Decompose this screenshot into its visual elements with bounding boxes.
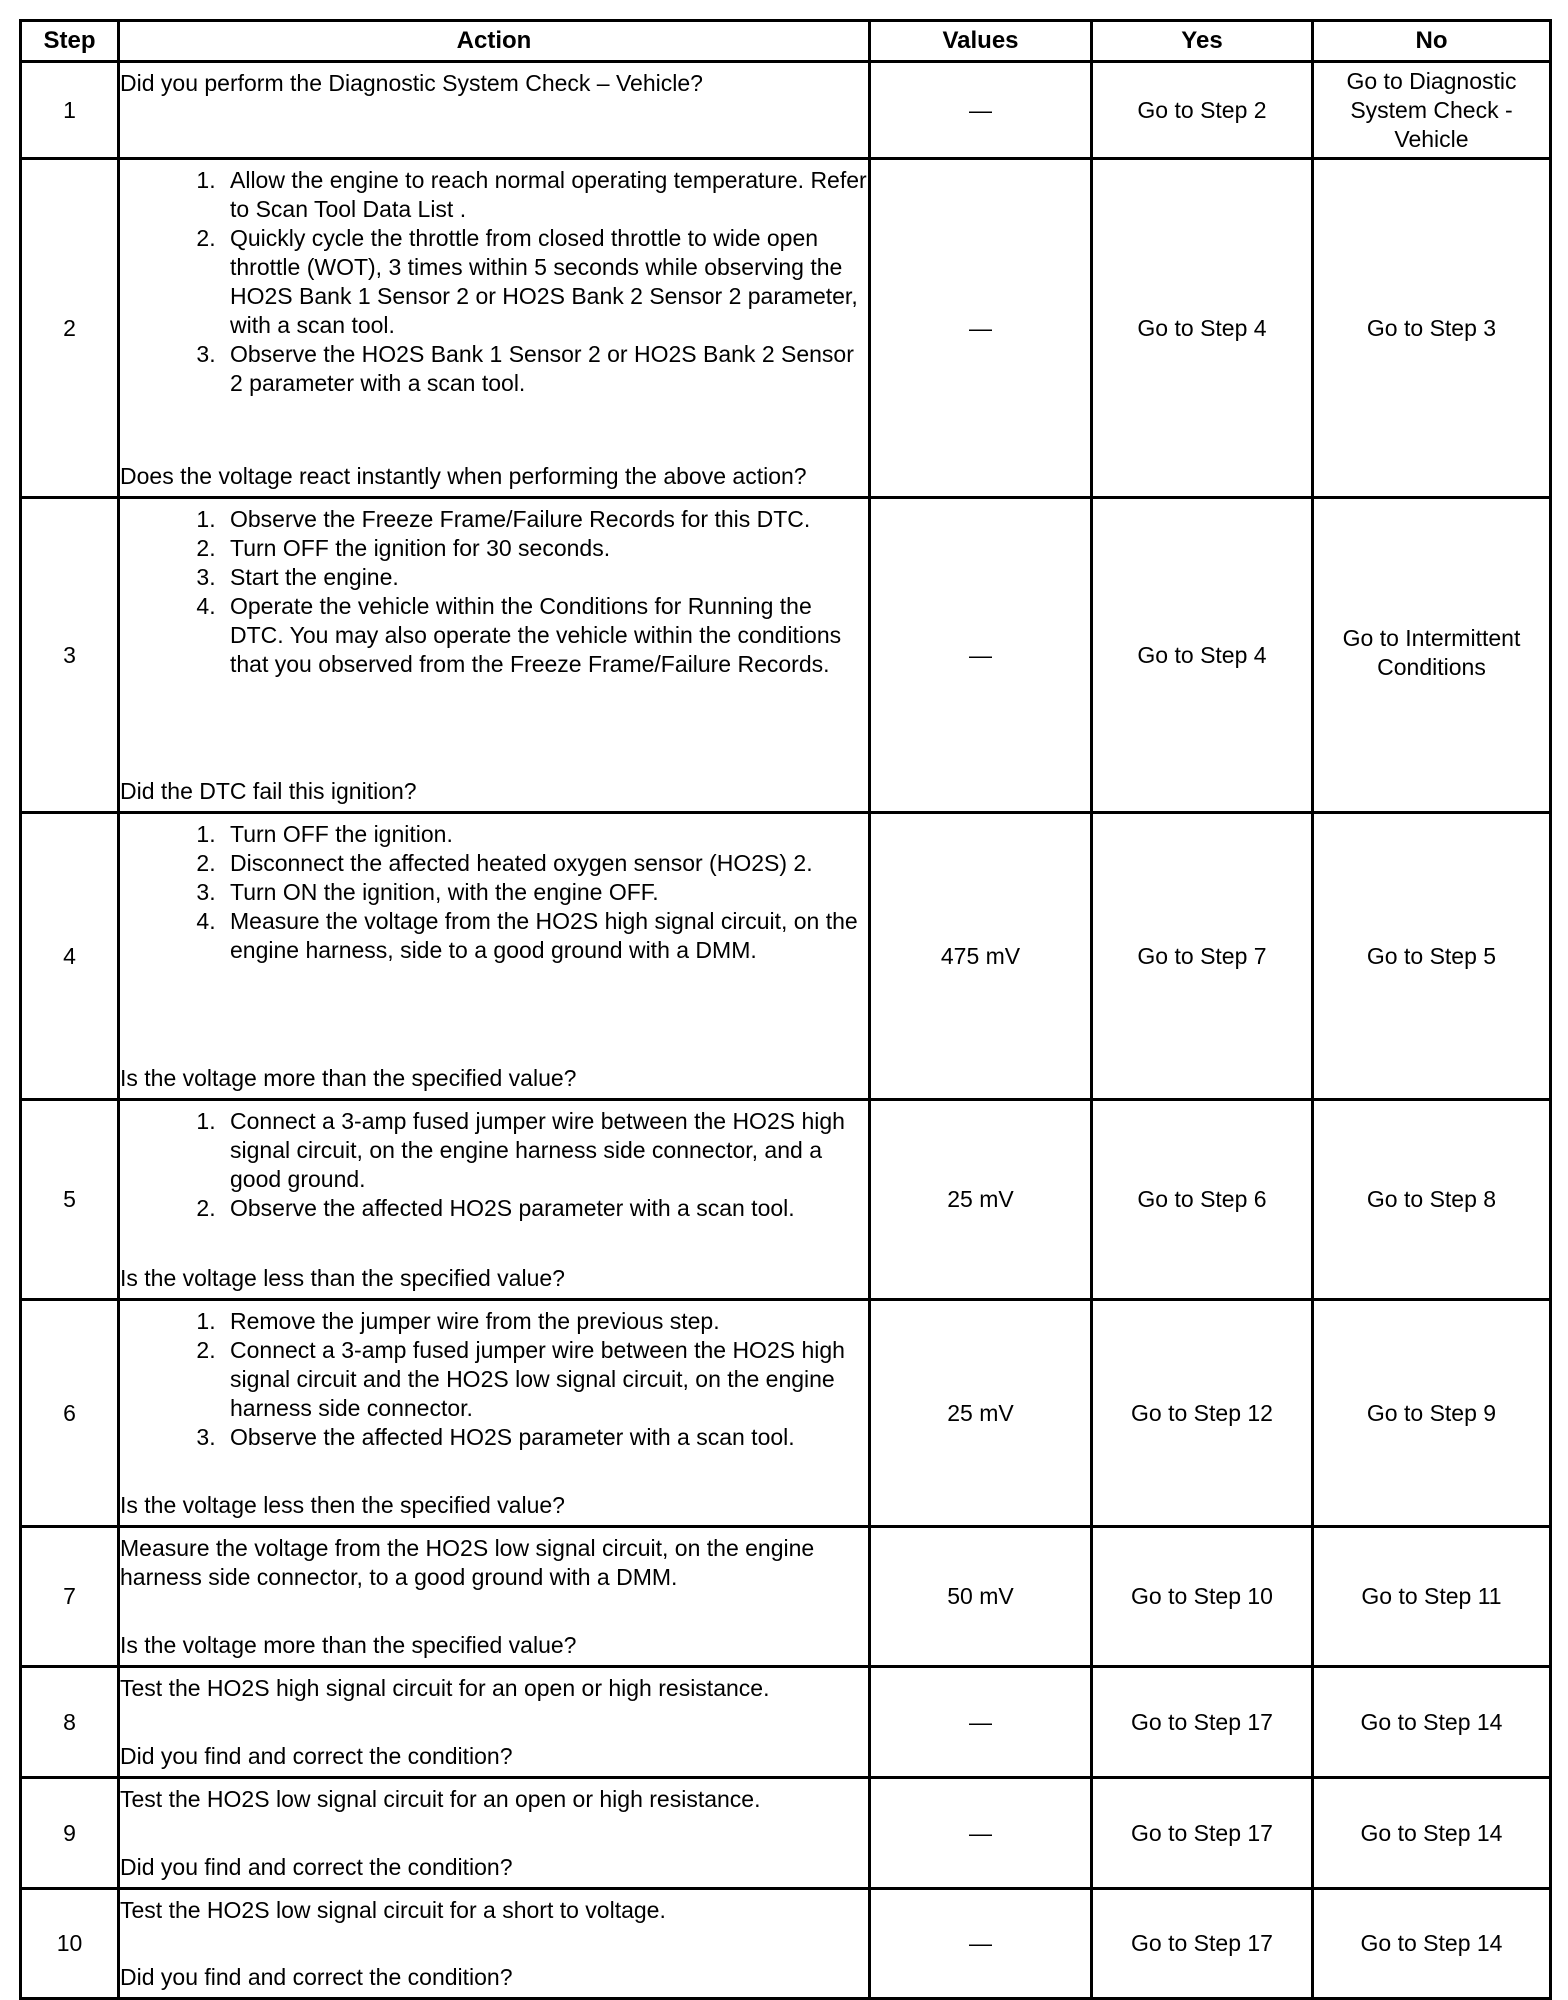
action-step-item: 3. Observe the affected HO2S parameter with a scan tool. [222,1423,868,1452]
step-number: 9 [21,1778,119,1889]
yes-link[interactable]: Go to Step 2 [1092,62,1313,159]
header-step: Step [21,21,119,62]
no-link[interactable]: Go to Step 14 [1313,1889,1551,1999]
action-text: Test the HO2S low signal circuit for a short to voltage. [120,1896,666,1923]
step-number: 2 [21,159,119,498]
action-cell [119,1527,870,1667]
action-cell [119,498,870,813]
action-cell [119,813,870,1100]
no-link[interactable]: Go to Step 11 [1313,1527,1551,1667]
table-row [21,1527,1551,1667]
table-row [21,498,1551,813]
table-row [21,1778,1551,1889]
no-link[interactable]: Go to Intermittent Conditions [1313,498,1551,813]
value-cell: — [870,1778,1092,1889]
step-number: 1 [21,62,119,159]
step-number: 5 [21,1100,119,1300]
action-question: Is the voltage more than the specified value? [120,1064,577,1091]
action-cell [119,159,870,498]
action-text: Test the HO2S high signal circuit for an open or high resistance. [120,1674,770,1701]
diagnostic-table [19,19,1552,2000]
action-text: Measure the voltage from the HO2S low signal circuit, on the engine harness side connector, to a good ground with a DMM. [120,1534,815,1590]
header-values: Values [870,21,1092,62]
value-cell: — [870,498,1092,813]
step-number: 8 [21,1667,119,1778]
action-cell [119,1667,870,1778]
yes-link[interactable]: Go to Step 10 [1092,1527,1313,1667]
page [19,19,1549,1990]
action-steps-list [120,1107,868,1223]
action-cell [119,1300,870,1527]
action-step-item: 1. Remove the jumper wire from the previous step. [222,1307,868,1336]
action-step-item: 3. Start the engine. [222,563,868,592]
action-step-item: 3. Turn ON the ignition, with the engine OFF. [222,878,868,907]
header-no: No [1313,21,1551,62]
no-link[interactable]: Go to Step 5 [1313,813,1551,1100]
action-step-item: 4. Operate the vehicle within the Conditions for Running the DTC. You may also operate the vehicle within the conditions that you observed from the Freeze Frame/Failure Records. [222,592,868,679]
yes-link[interactable]: Go to Step 4 [1092,159,1313,498]
table-row [21,1889,1551,1999]
yes-link[interactable]: Go to Step 4 [1092,498,1313,813]
value-cell: — [870,1889,1092,1999]
yes-link[interactable]: Go to Step 6 [1092,1100,1313,1300]
no-link[interactable]: Go to Step 14 [1313,1667,1551,1778]
action-text: Did you perform the Diagnostic System Check – Vehicle? [120,69,703,96]
value-cell: — [870,159,1092,498]
table-row [21,1300,1551,1527]
action-step-item: 2. Quickly cycle the throttle from closed throttle to wide open throttle (WOT), 3 times within 5 seconds while observing the HO2S Bank 1 Sensor 2 or HO2S Bank 2 Sensor 2 parameter, with a scan tool. [222,224,868,340]
value-cell: 25 mV [870,1300,1092,1527]
action-step-item: 1. Observe the Freeze Frame/Failure Records for this DTC. [222,505,868,534]
action-question: Is the voltage less then the specified value? [120,1491,565,1518]
action-step-item: 2. Disconnect the affected heated oxygen sensor (HO2S) 2. [222,849,868,878]
action-steps-list [120,166,868,398]
no-link[interactable]: Go to Diagnostic System Check - Vehicle [1313,62,1551,159]
yes-link[interactable]: Go to Step 7 [1092,813,1313,1100]
step-number: 6 [21,1300,119,1527]
table-row [21,1667,1551,1778]
value-cell: — [870,62,1092,159]
action-text: Test the HO2S low signal circuit for an open or high resistance. [120,1785,761,1812]
action-cell [119,1100,870,1300]
action-step-item: 1. Connect a 3-amp fused jumper wire between the HO2S high signal circuit, on the engine harness side connector, and a good ground. [222,1107,868,1194]
action-question: Is the voltage more than the specified value? [120,1631,577,1658]
value-cell: 50 mV [870,1527,1092,1667]
no-link[interactable]: Go to Step 14 [1313,1778,1551,1889]
no-link[interactable]: Go to Step 9 [1313,1300,1551,1527]
step-number: 10 [21,1889,119,1999]
action-step-item: 1. Allow the engine to reach normal operating temperature. Refer to Scan Tool Data List . [222,166,868,224]
action-question: Did you find and correct the condition? [120,1963,513,1990]
action-step-item: 2. Turn OFF the ignition for 30 seconds. [222,534,868,563]
value-cell: — [870,1667,1092,1778]
action-step-item: 2. Observe the affected HO2S parameter with a scan tool. [222,1194,868,1223]
step-number: 7 [21,1527,119,1667]
action-question: Did you find and correct the condition? [120,1742,513,1769]
table-row [21,62,1551,159]
action-cell [119,1778,870,1889]
table-body [21,62,1551,1999]
action-cell [119,1889,870,1999]
action-step-item: 1. Turn OFF the ignition. [222,820,868,849]
step-number: 4 [21,813,119,1100]
no-link[interactable]: Go to Step 3 [1313,159,1551,498]
action-steps-list [120,505,868,679]
action-step-item: 3. Observe the HO2S Bank 1 Sensor 2 or HO2S Bank 2 Sensor 2 parameter with a scan tool. [222,340,868,398]
no-link[interactable]: Go to Step 8 [1313,1100,1551,1300]
header-yes: Yes [1092,21,1313,62]
action-step-item: 2. Connect a 3-amp fused jumper wire between the HO2S high signal circuit and the HO2S low signal circuit, on the engine harness side connector. [222,1336,868,1423]
yes-link[interactable]: Go to Step 17 [1092,1667,1313,1778]
yes-link[interactable]: Go to Step 17 [1092,1889,1313,1999]
step-number: 3 [21,498,119,813]
action-step-item: 4. Measure the voltage from the HO2S high signal circuit, on the engine harness, side to a good ground with a DMM. [222,907,868,965]
action-steps-list [120,820,868,965]
yes-link[interactable]: Go to Step 17 [1092,1778,1313,1889]
header-row [21,21,1551,62]
action-steps-list [120,1307,868,1452]
action-question: Is the voltage less than the specified value? [120,1264,565,1291]
header-action: Action [119,21,870,62]
action-question: Did you find and correct the condition? [120,1853,513,1880]
table-row [21,1100,1551,1300]
value-cell: 25 mV [870,1100,1092,1300]
action-question: Does the voltage react instantly when performing the above action? [120,462,807,489]
action-question: Did the DTC fail this ignition? [120,777,417,804]
table-row [21,813,1551,1100]
value-cell: 475 mV [870,813,1092,1100]
table-row [21,159,1551,498]
action-cell [119,62,870,159]
yes-link[interactable]: Go to Step 12 [1092,1300,1313,1527]
